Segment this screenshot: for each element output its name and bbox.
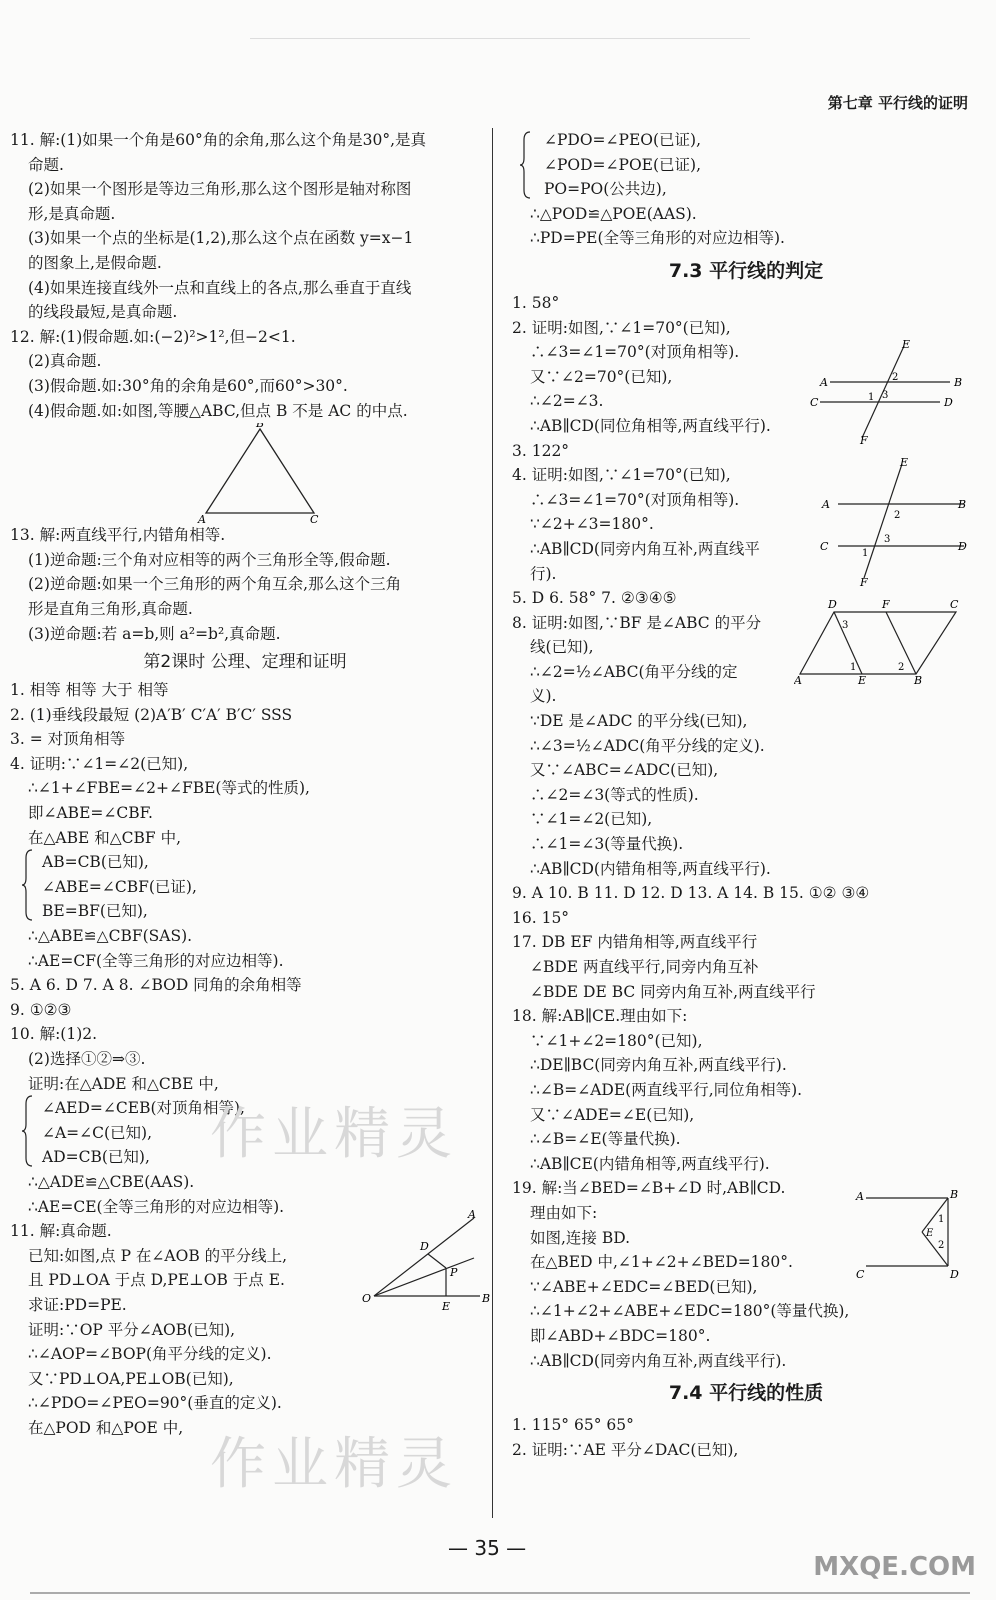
text-line: 又∵PD⊥OA,PE⊥OB(已知),	[28, 1369, 234, 1388]
text-line: 11. 解:真命题.	[10, 1222, 112, 1241]
text-line: 17. DB EF 内错角相等,两直线平行	[512, 933, 758, 952]
text-line: BE=BF(已知),	[42, 902, 148, 921]
text-line: 10. 解:(1)2.	[10, 1025, 98, 1044]
text-line: ∠BDE 两直线平行,同旁内角互补	[530, 958, 759, 976]
text-line: AB=CB(已知),	[42, 853, 149, 872]
text-line: ∠ABE=∠CBF(已证),	[42, 877, 197, 896]
text-line: ∴AB∥CD(同位角相等,两直线平行).	[530, 416, 771, 435]
text-line: ∴∠1=∠3(等量代换).	[530, 835, 684, 854]
parallelogram-diagram	[794, 598, 968, 686]
text-line: PO=PO(公共边),	[544, 180, 667, 199]
fig-label: C	[820, 540, 829, 553]
fig-label: 3	[882, 390, 889, 401]
text-line: ∴△ABE≌△CBF(SAS).	[28, 927, 193, 946]
fig-label: 1	[850, 662, 857, 673]
text-line: 16. 15°	[512, 908, 570, 927]
text-line: 线(已知),	[530, 638, 594, 657]
section-title: 7.3 平行线的判定	[668, 259, 824, 282]
fig-label: E	[442, 1300, 451, 1313]
fig-label: B	[482, 1292, 490, 1305]
text-line: ∴△POD≌△POE(AAS).	[530, 204, 697, 223]
fig-label: P	[450, 1266, 458, 1279]
fig-label: A	[468, 1208, 476, 1221]
text-line: (4)假命题.如:如图,等腰△ABC,但点 B 不是 AC 的中点.	[28, 401, 408, 420]
text-line: 的线段最短,是真命题.	[28, 303, 178, 322]
column-divider	[492, 128, 493, 1518]
watermark-text: 作业精灵	[210, 1432, 458, 1497]
parallel-lines-diagram-q19	[852, 1186, 970, 1278]
parallel-lines-diagram-q4	[812, 458, 972, 588]
text-line: 在△BED 中,∠1+∠2+∠BED=180°.	[530, 1253, 793, 1272]
text-line: ∵DE 是∠ADC 的平分线(已知),	[530, 712, 748, 731]
text-line: 1. 115° 65° 65°	[512, 1416, 634, 1435]
text-line: 13. 解:两直线平行,内错角相等.	[10, 526, 226, 545]
text-line: ∴∠2=½∠ABC(角平分线的定	[530, 662, 738, 681]
parallel-lines-diagram-q2	[800, 340, 970, 445]
text-line: ∠A=∠C(已知),	[42, 1123, 153, 1142]
fig-label: 2	[892, 372, 899, 383]
text-line: ∴∠3=∠1=70°(对顶角相等).	[530, 343, 740, 362]
fig-label: D	[828, 598, 837, 611]
text-line: ∴∠1+∠2+∠ABE+∠EDC=180°(等量代换),	[530, 1302, 850, 1321]
text-line: ∠AED=∠CEB(对顶角相等),	[42, 1099, 245, 1118]
fig-label: 2	[898, 662, 905, 673]
text-line: ∠POD=∠POE(已证),	[544, 155, 701, 174]
text-line: 形是直角三角形,真命题.	[28, 599, 193, 618]
text-line: ∵∠ABE+∠EDC=∠BED(已知),	[530, 1277, 758, 1296]
text-line: 且 PD⊥OA 于点 D,PE⊥OB 于点 E.	[28, 1271, 285, 1290]
text-line: 3. 122°	[512, 441, 570, 460]
fig-label: 2	[894, 510, 901, 521]
fig-label: 1	[868, 392, 875, 403]
fig-label: 3	[884, 534, 891, 545]
text-line: 形,是真命题.	[28, 204, 116, 223]
fig-label: C	[950, 598, 959, 611]
triangle-figure	[10, 423, 480, 523]
fig-label: 2	[938, 1240, 945, 1251]
text-line: (3)如果一个点的坐标是(1,2),那么这个点在函数 y=x−1	[28, 229, 414, 248]
fig-label: D	[944, 396, 953, 409]
fig-label: 1	[938, 1214, 945, 1225]
angle-bisector-diagram	[362, 1208, 490, 1318]
page-number: — 35 —	[448, 1536, 527, 1560]
fig-label: F	[860, 434, 868, 445]
text-line: (4)如果连接直线外一点和直线上的各点,那么垂直于直线	[28, 278, 412, 297]
text-line: 即∠ABE=∠CBF.	[28, 804, 153, 823]
text-line: ∴AB∥CD(内错角相等,两直线平行).	[530, 859, 771, 878]
fig-label: A	[820, 376, 828, 389]
text-line: ∴∠3=½∠ADC(角平分线的定义).	[530, 736, 765, 755]
text-line: 18. 解:AB∥CE.理由如下:	[512, 1007, 688, 1026]
text-line: 求证:PD=PE.	[28, 1295, 127, 1314]
isosceles-triangle-diagram	[10, 423, 480, 523]
text-line: 12. 解:(1)假命题.如:(−2)²>1²,但−2<1.	[10, 327, 296, 346]
watermark-text: 作业精灵	[210, 1102, 458, 1167]
text-line: ∴∠PDO=∠PEO=90°(垂直的定义).	[28, 1394, 282, 1413]
text-line: 义).	[530, 687, 557, 706]
text-line: ∴AB∥CD(同旁内角互补,两直线平行).	[530, 1351, 787, 1370]
section-title: 7.4 平行线的性质	[668, 1382, 824, 1405]
text-line: 即∠ABD+∠BDC=180°.	[530, 1326, 711, 1345]
text-line: 如图,连接 BD.	[530, 1228, 631, 1247]
site-logo: MXQE.COM	[813, 1552, 976, 1582]
text-line: ∴DE∥BC(同旁内角互补,两直线平行).	[530, 1056, 787, 1075]
text-line: 11. 解:(1)如果一个角是60°角的余角,那么这个角是30°,是真	[10, 131, 427, 149]
text-line: 8. 证明:如图,∵BF 是∠ABC 的平分	[512, 613, 762, 632]
fig-label: C	[856, 1268, 865, 1278]
fig-label: D	[950, 1268, 959, 1278]
text-line: ∴AB∥CE(内错角相等,两直线平行).	[530, 1154, 770, 1173]
text-line: AD=CB(已知),	[42, 1148, 150, 1167]
text-line: 4. 证明:∵∠1=∠2(已知),	[10, 754, 189, 773]
text-line: ∴∠1+∠FBE=∠2+∠FBE(等式的性质),	[28, 779, 310, 798]
fig-label: C	[810, 396, 819, 409]
text-line: ∵∠2+∠3=180°.	[530, 515, 654, 534]
text-line: 19. 解:当∠BED=∠B+∠D 时,AB∥CD.	[512, 1179, 786, 1198]
text-line: 已知:如图,点 P 在∠AOB 的平分线上,	[28, 1246, 288, 1265]
fig-label: F	[860, 576, 868, 588]
text-line: 5. A 6. D 7. A 8. ∠BOD 同角的余角相等	[10, 976, 302, 995]
text-line: ∴∠2=∠3(等式的性质).	[530, 785, 699, 804]
fig-label: A	[856, 1190, 864, 1203]
text-line: ∠PDO=∠PEO(已证),	[544, 131, 701, 149]
brace-icon	[22, 848, 34, 922]
chapter-header: 第七章 平行线的证明	[827, 94, 968, 112]
text-line: (3)假命题.如:30°角的余角是60°,而60°>30°.	[28, 376, 348, 395]
fig-label: B	[914, 674, 923, 686]
fig-label: E	[902, 340, 911, 351]
text-line: ∴△ADE≌△CBE(AAS).	[28, 1172, 195, 1191]
fig-label: 1	[862, 548, 869, 559]
fig-label: O	[362, 1292, 372, 1305]
text-line: 行).	[530, 564, 557, 583]
text-line: (2)真命题.	[28, 352, 102, 371]
text-line: 5. D 6. 58° 7. ②③④⑤	[512, 589, 677, 608]
text-line: 在△POD 和△POE 中,	[28, 1418, 184, 1437]
text-line: (3)逆命题:若 a=b,则 a²=b²,真命题.	[28, 624, 281, 643]
text-line: 1. 58°	[512, 293, 560, 312]
fig-label: C	[310, 513, 319, 524]
fig-label: A	[794, 674, 802, 686]
fig-label: E	[858, 674, 867, 686]
fig-label: D	[958, 540, 967, 553]
text-line: ∴∠B=∠ADE(两直线平行,同位角相等).	[530, 1080, 803, 1099]
text-line: 理由如下:	[530, 1203, 598, 1222]
text-line: ∴AB∥CD(同旁内角互补,两直线平	[530, 539, 760, 558]
fig-label: 3	[842, 620, 849, 631]
fig-label: B	[958, 498, 967, 511]
fig-label: E	[926, 1228, 934, 1239]
text-line: 3. = 对顶角相等	[10, 730, 126, 749]
text-line: 9. ①②③	[10, 1000, 72, 1019]
text-line: 9. A 10. B 11. D 12. D 13. A 14. B 15. ①② ③④	[512, 884, 870, 903]
text-line: 2. (1)垂线段最短 (2)A′B′ C′A′ B′C′ SSS	[10, 705, 293, 724]
text-line: (2)选择①②⇒③.	[28, 1050, 146, 1068]
text-line: ∴∠3=∠1=70°(对顶角相等).	[530, 490, 740, 509]
text-line: 4. 证明:如图,∵∠1=70°(已知),	[512, 466, 731, 485]
text-line: 命题.	[28, 155, 64, 174]
text-line: (2)如果一个图形是等边三角形,那么这个图形是轴对称图	[28, 180, 412, 199]
bottom-rule	[30, 1592, 970, 1594]
text-line: 又∵∠2=70°(已知),	[530, 367, 673, 386]
text-line: 2. 证明:如图,∵∠1=70°(已知),	[512, 318, 731, 337]
text-line: 证明:∵OP 平分∠AOB(已知),	[28, 1320, 236, 1339]
text-line: 的图象上,是假命题.	[28, 253, 162, 272]
text-line: ∠BDE DE BC 同旁内角互补,两直线平行	[530, 982, 816, 1001]
fig-label: A	[198, 513, 206, 524]
fig-label: E	[900, 458, 909, 469]
brace-icon	[520, 130, 532, 200]
text-line: ∴PD=PE(全等三角形的对应边相等).	[530, 229, 785, 248]
text-line: ∴AE=CE(全等三角形的对应边相等).	[28, 1197, 285, 1216]
text-line: ∴∠AOP=∠BOP(角平分线的定义).	[28, 1345, 272, 1364]
text-line: (1)逆命题:三个角对应相等的两个三角形全等,假命题.	[28, 550, 391, 569]
fig-label: A	[822, 498, 830, 511]
subsection-title: 第2课时 公理、定理和证明	[143, 652, 347, 673]
text-line: 又∵∠ADE=∠E(已知),	[530, 1105, 695, 1124]
top-rule	[250, 38, 750, 39]
fig-label: B	[950, 1188, 959, 1201]
brace-icon	[22, 1094, 34, 1168]
text-line: 1. 相等 相等 大于 相等	[10, 681, 169, 700]
fig-label: D	[420, 1240, 429, 1253]
fig-label: B	[954, 376, 963, 389]
text-line: ∴∠2=∠3.	[530, 392, 604, 411]
text-line: 在△ABE 和△CBF 中,	[28, 828, 182, 847]
text-line: ∵∠1=∠2(已知),	[530, 810, 653, 829]
text-line: ∵∠1+∠2=180°(已知),	[530, 1031, 703, 1050]
text-line: ∴∠B=∠E(等量代换).	[530, 1130, 681, 1149]
text-line: (2)逆命题:如果一个三角形的两个角互余,那么这个三角	[28, 575, 402, 594]
fig-label: B	[256, 423, 265, 431]
text-line: ∴AE=CF(全等三角形的对应边相等).	[28, 951, 284, 970]
text-line: 又∵∠ABC=∠ADC(已知),	[530, 761, 719, 780]
fig-label: F	[882, 598, 890, 611]
text-line: 证明:在△ADE 和△CBE 中,	[28, 1074, 219, 1093]
text-line: 2. 证明:∵AE 平分∠DAC(已知),	[512, 1440, 739, 1459]
